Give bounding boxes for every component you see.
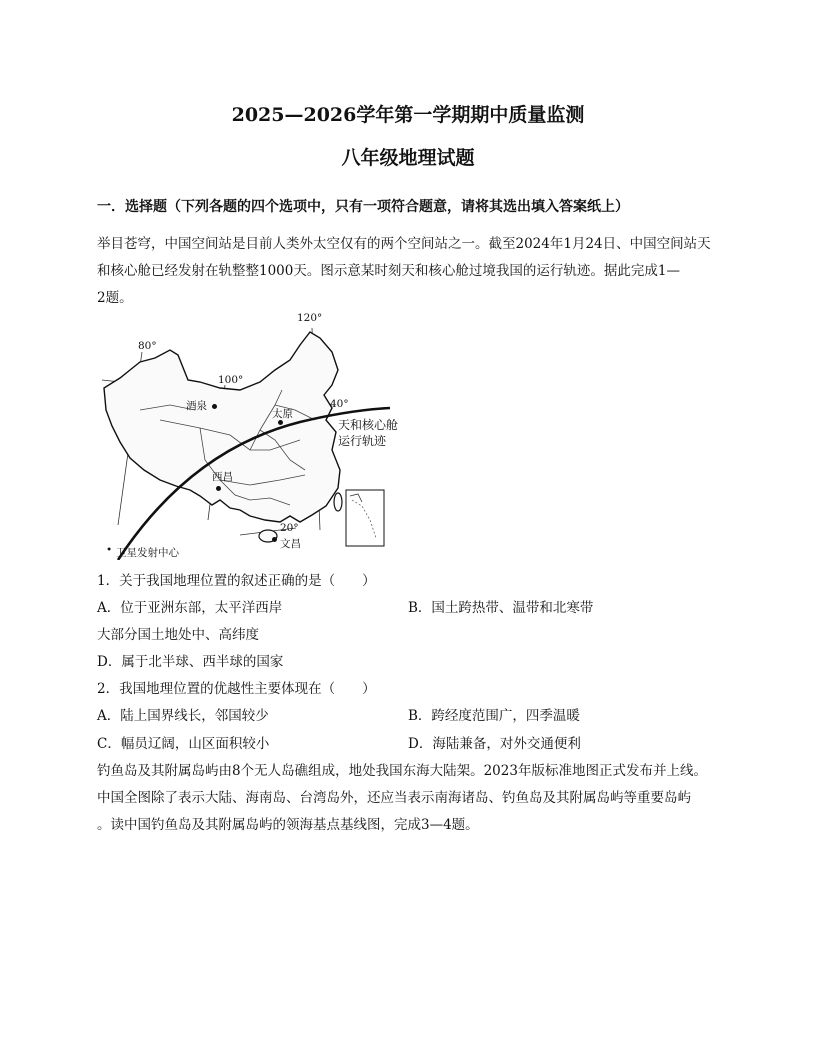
jiuquan-marker xyxy=(212,404,217,409)
lat-20-label: 20° xyxy=(280,522,299,534)
lon-80-label: 80° xyxy=(138,340,157,352)
passage-line: 和核心舱已经发射在轨整整1000天。图示意某时刻天和核心舱过境我国的运行轨迹。据此完成1— xyxy=(97,263,680,279)
lon-100-label: 100° xyxy=(218,374,244,386)
south-sea-inset xyxy=(346,490,384,546)
option-a: A．陆上国界线长，邻国较少 xyxy=(97,708,269,724)
option-c: 大部分国土地处中、高纬度 xyxy=(97,627,259,643)
question-stem: 2．我国地理位置的优越性主要体现在（ ） xyxy=(97,681,376,697)
section-heading: 一．选择题（下列各题的四个选项中，只有一项符合题意，请将其选出填入答案纸上） xyxy=(97,199,629,215)
passage-line: 钓鱼岛及其附属岛屿由8个无人岛礁组成，地处我国东海大陆架。2023年版标准地图正式发布并上线。 xyxy=(97,763,707,779)
question-stem: 1．关于我国地理位置的叙述正确的是（ ） xyxy=(97,573,376,589)
page-subtitle: 八年级地理试题 xyxy=(341,147,475,169)
orbit-label-line1: 天和核心舱 xyxy=(338,418,399,432)
option-b: B．跨经度范围广，四季温暖 xyxy=(408,708,580,724)
wenchang-marker xyxy=(272,537,277,542)
taiyuan-label: 太原 xyxy=(272,408,293,420)
legend-bullet: • xyxy=(106,544,113,556)
passage-line: 。读中国钓鱼岛及其附属岛屿的领海基点基线图，完成3—4题。 xyxy=(97,817,479,833)
taiwan-island xyxy=(334,493,342,511)
xichang-label: 西昌 xyxy=(212,471,233,483)
option-c: C．幅员辽阔，山区面积较小 xyxy=(97,736,270,752)
option-a: A．位于亚洲东部，太平洋西岸 xyxy=(97,600,283,616)
lon-120-label: 120° xyxy=(297,312,323,324)
orbit-label-line2: 运行轨迹 xyxy=(338,434,387,448)
orbit-map-figure xyxy=(100,310,410,560)
option-b: B．国土跨热带、温带和北寒带 xyxy=(408,600,594,616)
legend-label: 卫星发射中心 xyxy=(116,547,179,559)
page-title: 2025—2026学年第一学期期中质量监测 xyxy=(231,104,585,126)
jiuquan-label: 酒泉 xyxy=(186,400,207,412)
china-border xyxy=(104,332,340,522)
option-d: D．海陆兼备，对外交通便利 xyxy=(408,736,581,752)
wenchang-label: 文昌 xyxy=(280,538,301,550)
passage-line: 举目苍穹，中国空间站是目前人类外太空仅有的两个空间站之一。截至2024年1月24日、中国空间站天 xyxy=(97,236,711,252)
passage-line: 2题。 xyxy=(97,290,133,306)
xichang-marker xyxy=(216,486,221,491)
passage-line: 中国全图除了表示大陆、海南岛、台湾岛外，还应当表示南海诸岛、钓鱼岛及其附属岛屿等重要岛屿 xyxy=(97,790,691,806)
option-d: D．属于北半球、西半球的国家 xyxy=(97,654,284,670)
lat-40-label: 40° xyxy=(330,398,349,410)
